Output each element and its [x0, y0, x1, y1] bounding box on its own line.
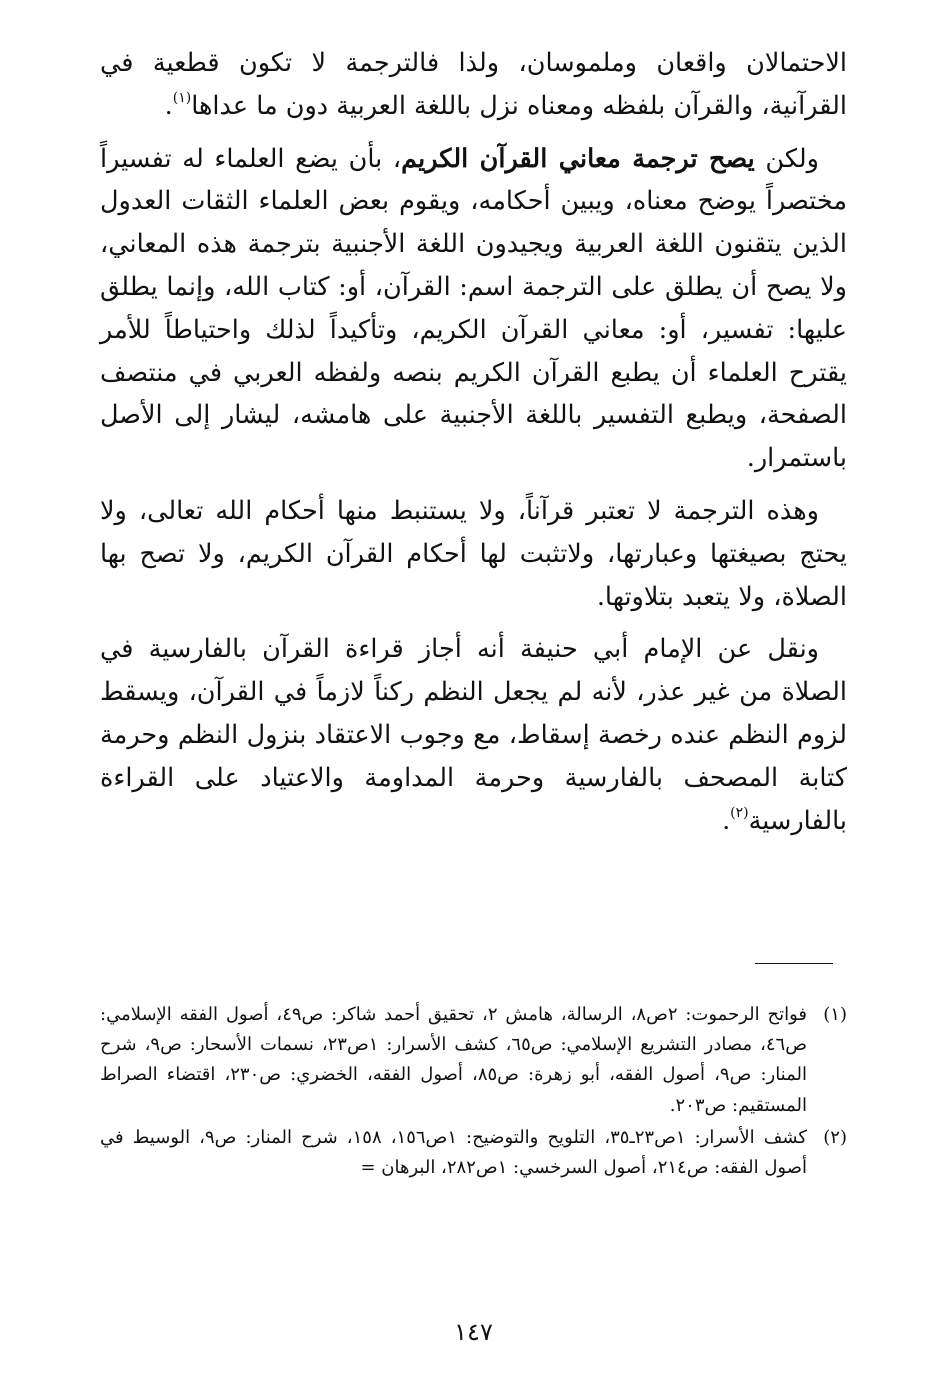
footnote-separator: [755, 963, 833, 964]
paragraph-2-bold-phrase: يصح ترجمة معاني القرآن الكريم: [401, 143, 755, 174]
main-text: [100, 42, 847, 842]
footnote-1-number: (١): [823, 1004, 847, 1025]
footnote-2-text: كشف الأسرار: ١ص٢٣ـ٣٥، التلويح والتوضيح: ١ص١٥٦، ١٥٨، شرح المنار: ص٩، الوسيط في أصول الفقه: ص٢١٤، أصول السرخسي: ١ص٢٨٢، البرهان =: [100, 1126, 807, 1179]
paragraph-1-text: الاحتمالان واقعان وملموسان، ولذا فالترجمة لا تكون قطعية في القرآنية، والقرآن بلفظه ومعناه نزل باللغة العربية دون ما عداها: [100, 48, 847, 121]
footnotes: [100, 1000, 847, 1185]
paragraph-1: [100, 42, 847, 128]
footnote-2: [100, 1123, 847, 1183]
paragraph-4: [100, 628, 847, 842]
footnote-ref-2[interactable]: (٢): [730, 804, 749, 821]
footnote-1: [100, 1000, 847, 1121]
footnote-2-number: (٢): [823, 1126, 847, 1148]
page-number: ١٤٧: [454, 1318, 493, 1346]
paragraph-2: [100, 138, 847, 480]
paragraph-2-lead: ولكن: [754, 143, 819, 174]
paragraph-1-tail: .: [164, 90, 173, 121]
footnote-ref-1[interactable]: (١): [172, 89, 192, 106]
paragraph-3-text: وهذه الترجمة لا تعتبر قرآناً، ولا يستنبط منها أحكام الله تعالى، ولا يحتج بصيغتها وعبارتها، ولاتثبت لها أحكام القرآن الكريم، ولا تصح بها الصلاة، ولا يتعبد بتلاوتها.: [100, 495, 847, 612]
footnote-1-text: فواتح الرحموت: ٢ص٨، الرسالة، هامش ٢، تحقيق أحمد شاكر: ص٤٩، أصول الفقه الإسلامي: ص٤٦، مصادر التشريع الإسلامي: ص٦٥، كشف الأسرار: ١ص٢٣، نسمات الأسحار: ص٩، شرح المنار: ص٩، أصول الفقه، أبو زهرة: ص٨٥، أصول الفقه، الخضري: ص٢٣٠، اقتضاء الصراط المستقيم: ص٢٠٣.: [100, 1004, 808, 1116]
paragraph-4-text: ونقل عن الإمام أبي حنيفة أنه أجاز قراءة القرآن بالفارسية في الصلاة من غير عذر، لأنه لم يجعل النظم ركناً لازماً في القرآن، ويسقط لزوم النظم عنده رخصة إسقاط، مع وجوب الاعتقاد بنزول النظم وحرمة كتابة المصحف بالفارسية وحرمة المداومة والاعتياد على القراءة بالفارسية: [100, 634, 847, 836]
paragraph-4-tail: .: [722, 805, 731, 836]
paragraph-3: [100, 490, 847, 618]
paragraph-2-text: ، بأن يضع العلماء له تفسيراً مختصراً يوضح معناه، ويبين أحكامه، ويقوم بعض العلماء الثقات العدول الذين يتقنون اللغة العربية ويجيدون اللغة الأجنبية بترجمة هذه المعاني، ولا يصح أن يطلق على الترجمة اسم: القرآن، أو: كتاب الله، وإنما يطلق عليها: تفسير، أو: معاني القرآن الكريم، وتأكيداً لذلك واحتياطاً للأمر يقترح العلماء أن يطبع القرآن الكريم بنصه ولفظه العربي في منتصف الصفحة، ويطبع التفسير باللغة الأجنبية على هامشه، ليشار إلى الأصل باستمرار.: [100, 143, 847, 474]
